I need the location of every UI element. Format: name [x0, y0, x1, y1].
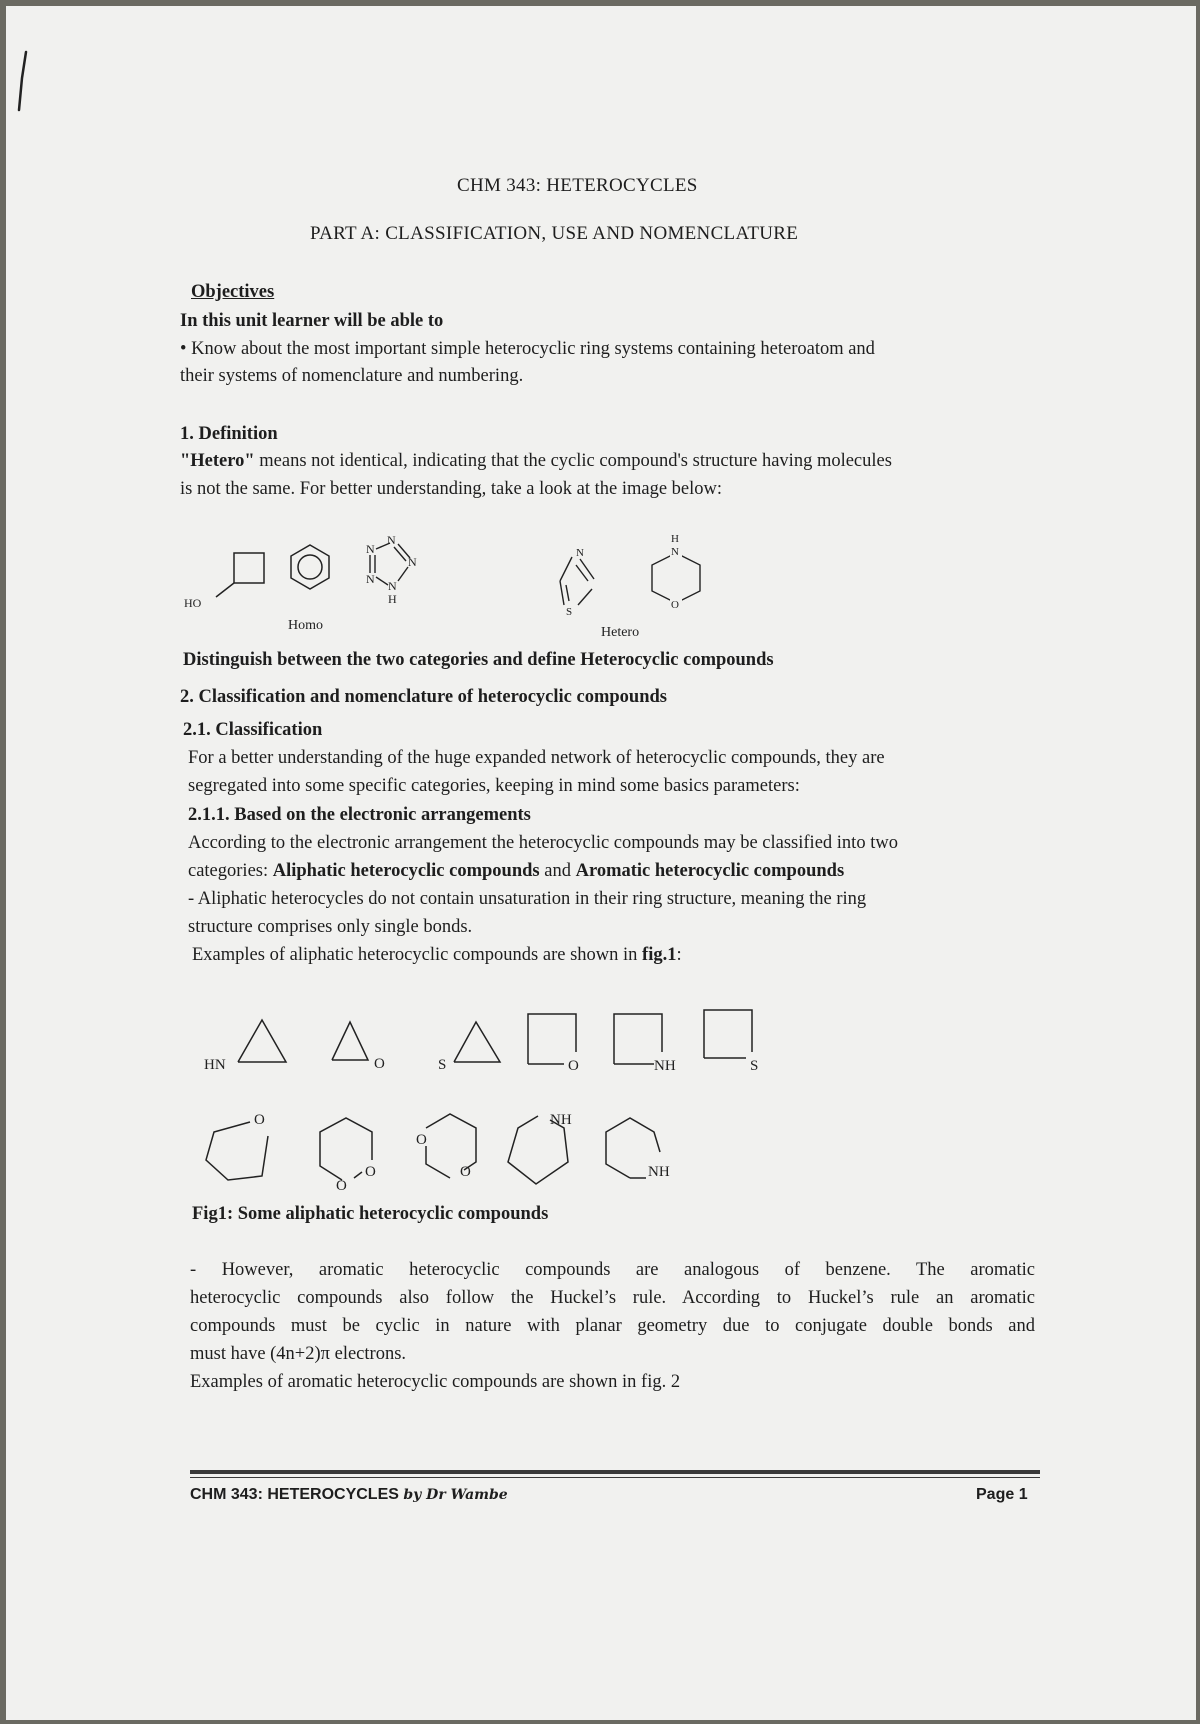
piperidine-nh: NH	[648, 1164, 670, 1180]
homo-label: Homo	[288, 618, 323, 633]
thiirane-structure	[454, 1022, 500, 1062]
aliphatic-line2: structure comprises only single bonds.	[188, 917, 473, 937]
aromatic-line2: heterocyclic compounds also follow the Huckel’s rule. According to Huckel’s rule an aromatic	[190, 1288, 1035, 1308]
footer-course: CHM 343: HETEROCYCLES	[190, 1486, 399, 1503]
oxetane-o: O	[568, 1058, 579, 1074]
examples-prefix: Examples of aliphatic heterocyclic compounds are shown in	[192, 945, 643, 965]
thiazole-s: S	[566, 606, 573, 618]
tetrazole-n4: N	[366, 572, 375, 586]
footer-rule-thick	[190, 1470, 1040, 1474]
tetrazole-n2: N	[387, 533, 396, 547]
definition-heading: 1. Definition	[180, 424, 278, 444]
figure1-caption: Fig1: Some aliphatic heterocyclic compounds	[192, 1204, 549, 1224]
part-title: PART A: CLASSIFICATION, USE AND NOMENCLATURE	[310, 223, 799, 244]
hetero-term: "Hetero"	[180, 451, 255, 471]
tetrazole-n3: N	[408, 555, 417, 569]
section2-heading: 2. Classification and nomenclature of heterocyclic compounds	[180, 687, 667, 707]
aromatic-line4: must have (4n+2)π electrons.	[190, 1344, 407, 1364]
aliphatic-examples	[192, 943, 682, 967]
tetrazole-n1: N	[366, 542, 375, 556]
definition-line1-rest: means not identical, indicating that the cyclic compound's structure having molecules	[254, 451, 892, 471]
examples-suffix: :	[676, 945, 682, 965]
azetidine-structure	[614, 1014, 662, 1064]
dioxane13-o1: O	[365, 1164, 376, 1180]
aliphatic-line1: - Aliphatic heterocycles do not contain unsaturation in their ring structure, meaning the ring	[188, 889, 867, 909]
azetidine-nh: NH	[654, 1058, 676, 1074]
categories-prefix: categories:	[188, 861, 273, 881]
atom-hn: HN	[204, 1057, 226, 1073]
tetrazole-h: H	[388, 592, 397, 606]
thiirane-s: S	[438, 1057, 447, 1073]
hetero-label: Hetero	[601, 625, 640, 640]
thf-o: O	[254, 1112, 265, 1128]
aziridine-structure	[238, 1020, 286, 1062]
tetrazole-n5: N	[388, 579, 397, 593]
morpholine-h: H	[671, 533, 679, 545]
footer-signature: by Dr Wambe	[403, 1487, 508, 1503]
aromatic-examples: Examples of aromatic heterocyclic compounds are shown in fig. 2	[190, 1372, 681, 1392]
objective-bullet-line1: • Know about the most important simple heterocyclic ring systems containing heteroatom and	[180, 339, 875, 359]
dioxane13-o2: O	[336, 1178, 347, 1194]
footer-rule-thin	[190, 1477, 1040, 1478]
tetrahydrofuran-structure	[206, 1122, 268, 1180]
cyclobutanol-structure	[216, 553, 264, 597]
definition-line2: is not the same. For better understanding, take a look at the image below:	[180, 479, 723, 499]
thiazole-structure	[560, 557, 594, 605]
thiazole-n: N	[576, 547, 584, 559]
figure1-aliphatic	[190, 1000, 780, 1200]
aromatic-term: Aromatic heterocyclic compounds	[575, 861, 845, 881]
dioxane14-o1: O	[416, 1132, 427, 1148]
thietane-s: S	[750, 1058, 759, 1074]
thietane-structure	[704, 1010, 752, 1058]
aliphatic-term: Aliphatic heterocyclic compounds	[272, 861, 540, 881]
oxirane-structure	[332, 1022, 368, 1060]
aromatic-line1: - However, aromatic heterocyclic compounds are analogous of benzene. The aromatic	[190, 1260, 1035, 1280]
oxetane-structure	[528, 1014, 576, 1064]
classification-para-line2: segregated into some specific categories, keeping in mind some basics parameters:	[188, 776, 800, 796]
objective-bullet-line2: their systems of nomenclature and numbering.	[180, 366, 524, 386]
objectives-intro: In this unit learner will be able to	[180, 311, 444, 331]
objectives-heading: Objectives	[191, 282, 275, 302]
aromatic-line3: compounds must be cyclic in nature with planar geometry due to conjugate double bonds and	[190, 1316, 1035, 1336]
electronic-line2	[188, 859, 844, 883]
footer-left	[190, 1486, 508, 1504]
pyrrolidine-nh: NH	[550, 1112, 572, 1128]
benzene-structure	[291, 545, 329, 589]
morpholine-n: N	[671, 546, 679, 558]
morpholine-o: O	[671, 599, 679, 611]
electronic-line1: According to the electronic arrangement the heterocyclic compounds may be classified into two	[188, 833, 898, 853]
page-number: Page 1	[976, 1486, 1028, 1503]
pen-mark	[12, 48, 32, 118]
task-prompt: Distinguish between the two categories and define Heterocyclic compounds	[183, 650, 774, 670]
and-word: and	[539, 861, 576, 881]
homo-hetero-figure	[180, 515, 740, 650]
classification-heading: 2.1. Classification	[183, 720, 323, 740]
atom-ho: HO	[184, 596, 202, 610]
classification-para-line1: For a better understanding of the huge expanded network of heterocyclic compounds, they are	[188, 748, 885, 768]
dioxane14-o2: O	[460, 1164, 471, 1180]
electronic-heading: 2.1.1. Based on the electronic arrangements	[188, 805, 531, 825]
oxirane-o: O	[374, 1056, 385, 1072]
definition-line1	[180, 449, 892, 473]
course-title: CHM 343: HETEROCYCLES	[457, 175, 698, 196]
morpholine-structure	[652, 553, 700, 603]
fig1-ref: fig.1	[642, 945, 677, 965]
